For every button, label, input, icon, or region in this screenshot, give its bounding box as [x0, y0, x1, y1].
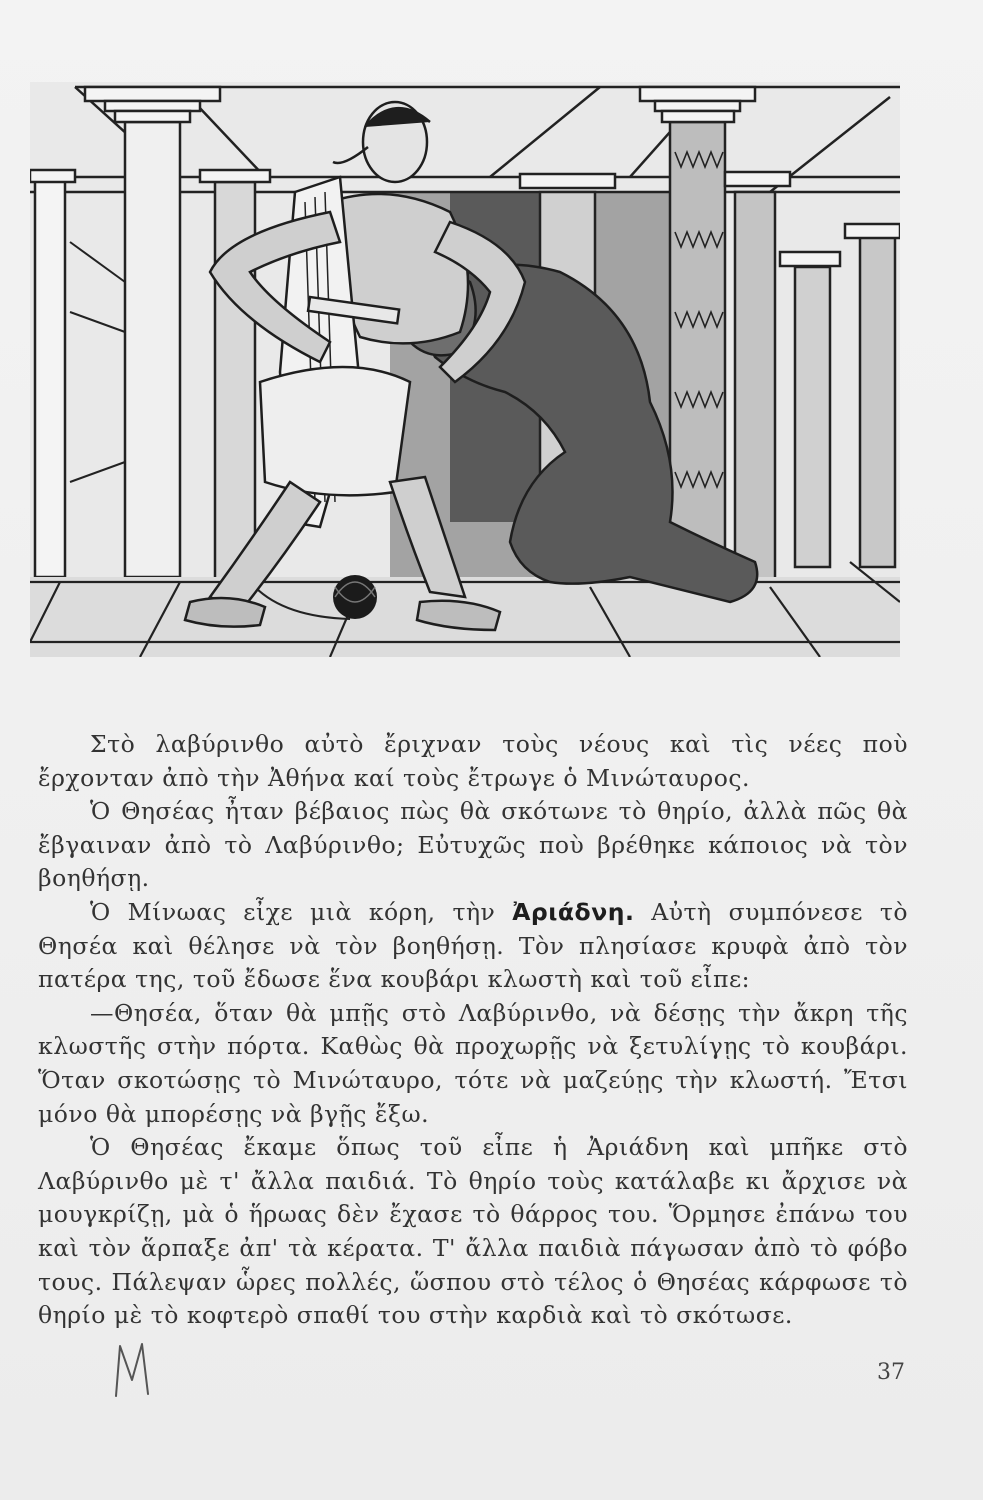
- paragraph-3-start: Ὁ Μίνωας εἶχε μιὰ κόρη, τὴν: [90, 897, 513, 926]
- paragraph-3: [38, 896, 908, 997]
- paragraph-3-end: Αὐτὴ συμπόνεσε τὸ Θησέα καὶ θέλησε νὰ τὸν βοηθήσῃ. Τὸν πλησίασε κρυφὰ ἀπὸ τὸν πατέρα της, τοῦ ἔδωσε ἕνα κουβάρι κλωστὴ καὶ τοῦ εἶπε:: [38, 897, 909, 994]
- theseus-minotaur-illustration: [30, 82, 900, 657]
- ariadne-name: Ἀριάδνη.: [512, 897, 635, 926]
- handwritten-m-mark: [110, 1340, 154, 1400]
- story-text: [38, 728, 908, 1333]
- paragraph-1: Στὸ λαβύρινθο αὐτὸ ἔριχναν τοὺς νέους καὶ τὶς νέες ποὺ ἔρχονταν ἀπὸ τὴν Ἀθήνα καί τοὺς ἔτρωγε ὁ Μινώταυρος.: [38, 730, 908, 792]
- paragraph-5: Ὁ Θησέας ἔκαμε ὅπως τοῦ εἶπε ἡ Ἀριάδνη καὶ μπῆκε στὸ Λαβύρινθο μὲ τ' ἄλλα παιδιά. Τὸ θηρίο τοὺς κατάλαβε κι ἄρχισε νὰ μουγκρίζῃ, μὰ ὁ ἥρωας δὲν ἔχασε τὸ θάρρος του. Ὅρμησε ἐπάνω του καὶ τὸν ἅρπαξε ἀπ' τὰ κέρατα. Τ' ἄλλα παιδιὰ πάγωσαν ἀπὸ τὸ φόβο τους. Πάλεψαν ὧρες πολλές, ὥσπου στὸ τέλος ὁ Θησέας κάρφωσε τὸ θηρίο μὲ τὸ κοφτερὸ σπαθί του στὴν καρδιὰ καὶ τὸ σκότωσε.: [38, 1133, 908, 1330]
- illustration-svg: [30, 82, 900, 657]
- page-number: 37: [877, 1360, 905, 1385]
- paragraph-4-dialogue: —Θησέα, ὅταν θὰ μπῇς στὸ Λαβύρινθο, νὰ δέσῃς τὴν ἄκρη τῆς κλωστῆς στὴν πόρτα. Καθὼς θὰ προχωρῇς νὰ ξετυλίγῃς τὸ κουβάρι. Ὅταν σκοτώσῃς τὸ Μινώταυρο, τότε νὰ μαζεύῃς τὴν κλωστή. Ἔτσι μόνο θὰ μπορέσῃς νὰ βγῇς ἔξω.: [38, 998, 908, 1128]
- paragraph-2: Ὁ Θησέας ἦταν βέβαιος πὼς θὰ σκότωνε τὸ θηρίο, ἀλλὰ πῶς θὰ ἔβγαιναν ἀπὸ τὸ Λαβύρινθο; Εὐτυχῶς ποὺ βρέθηκε κάποιος νὰ τὸν βοηθήσῃ.: [38, 797, 908, 893]
